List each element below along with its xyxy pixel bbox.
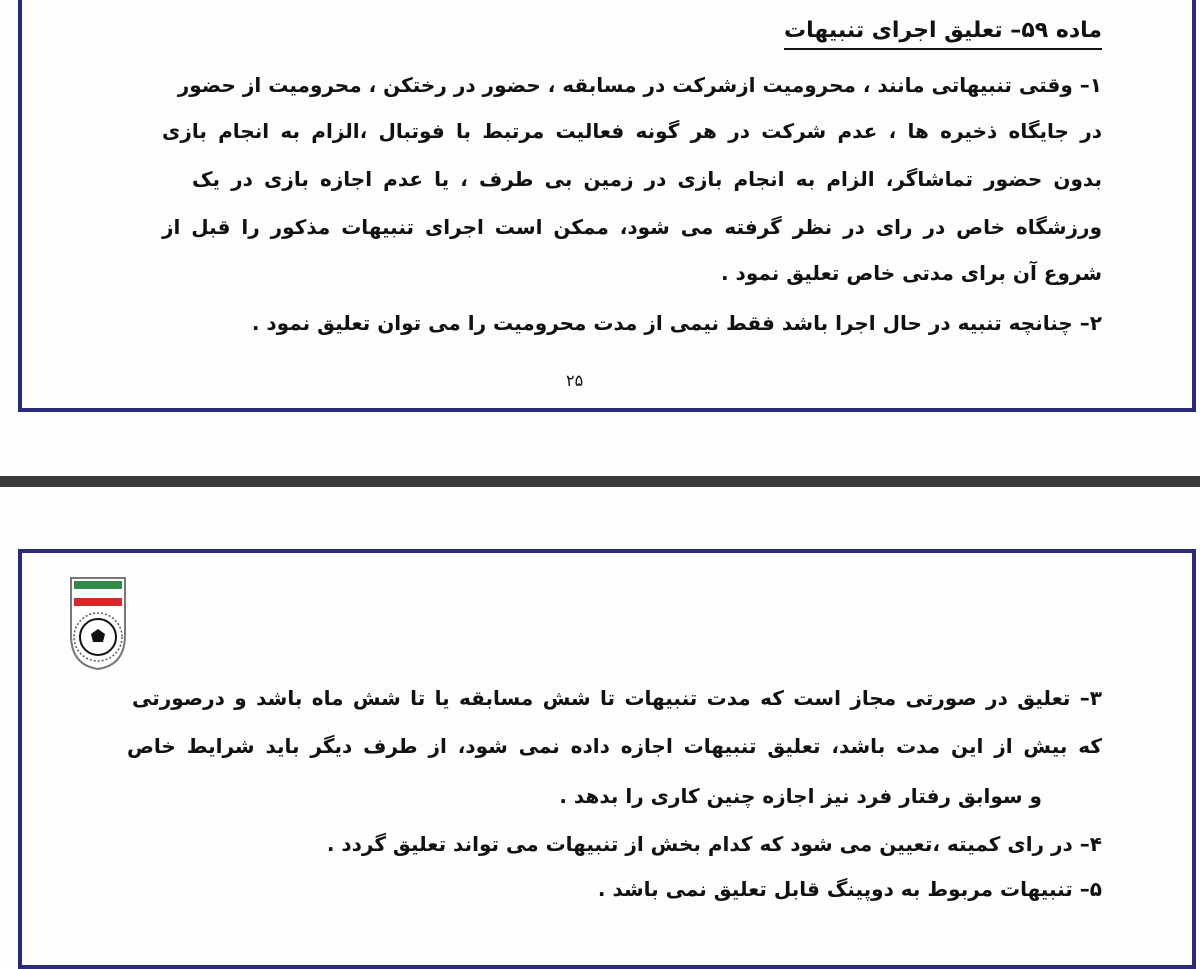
paragraph-line: ۲– چنانچه تنبیه در حال اجرا باشد فقط نیمی از مدت محرومیت را می توان تعلیق نمود . (251, 311, 1102, 335)
paragraph-line: و سوابق رفتار فرد نیز اجازه چنین کاری را بدهد . (559, 784, 1042, 808)
paragraph-line: بدون حضور تماشاگر، الزام به انجام بازی در زمین بی طرف ، یا عدم اجازه بازی در یک (192, 167, 1102, 191)
paragraph-line: ۱– وقتی تنبیهاتی مانند ، محرومیت ازشرکت در مسابقه ، حضور در رختکن ، محرومیت از حضور (177, 73, 1102, 97)
paragraph-line: ورزشگاه خاص در رای در نظر گرفته می شود، ممکن است اجرای تنبیهات مذکور را قبل از (162, 215, 1102, 239)
paragraph-line: که بیش از این مدت باشد، تعلیق تنبیهات اجازه داده نمی شود، از طرف دیگر باید شرایط خاص (127, 734, 1102, 758)
paragraph-line: ۳– تعلیق در صورتی مجاز است که مدت تنبیهات تا شش مسابقه یا تا شش ماه باشد و درصورتی (132, 686, 1102, 710)
page-number: ۲۵ (566, 371, 584, 390)
paragraph-line: شروع آن برای مدتی خاص تعلیق نمود . (721, 261, 1102, 285)
article-title: ماده ۵۹– تعلیق اجرای تنبیهات (784, 16, 1102, 50)
paragraph-line: ۵– تنبیهات مربوط به دوپینگ قابل تعلیق نمی باشد . (597, 877, 1102, 901)
page-frame-top (18, 0, 1196, 412)
paragraph-line: در جایگاه ذخیره ها ، عدم شرکت در هر گونه فعالیت مرتبط با فوتبال ،الزام به انجام بازی (162, 119, 1102, 143)
paragraph-line: ۴– در رای کمیته ،تعیین می شود که کدام بخش از تنبیهات می تواند تعلیق گردد . (326, 832, 1102, 856)
page-separator (0, 476, 1200, 487)
federation-logo-icon (68, 575, 128, 671)
